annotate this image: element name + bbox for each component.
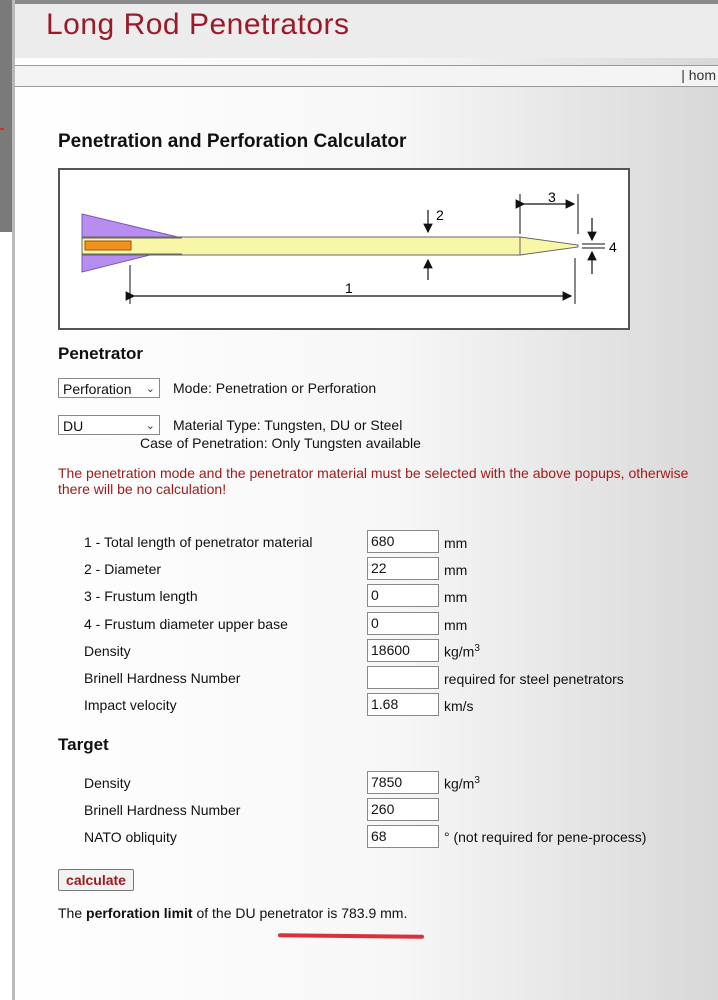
result-prefix: The — [58, 905, 87, 921]
mode-select[interactable] — [58, 378, 160, 398]
target-density-unit-text: kg/m — [444, 775, 475, 792]
chevron-down-icon: ⌄ — [145, 383, 155, 395]
calculate-button[interactable]: calculate — [58, 869, 134, 891]
app-title: Long Rod Penetrators — [46, 8, 350, 41]
row-label-frustum-length: 3 - Frustum length — [84, 588, 198, 604]
warning-message: The penetration mode and the penetrator material must be selected with the above popups, otherwise there will be no calculation! — [58, 465, 689, 497]
result-text — [58, 905, 407, 921]
penetrator-density-unit — [444, 643, 480, 660]
left-window-edge — [0, 0, 12, 232]
penetrator-diagram-svg — [60, 170, 628, 328]
row-label-penetrator-brinell: Brinell Hardness Number — [84, 670, 241, 686]
home-link[interactable]: | hom — [681, 67, 716, 83]
rod-shape — [82, 237, 520, 255]
page-title: Penetration and Perforation Calculator — [58, 131, 407, 152]
penetrator-heading: Penetrator — [58, 344, 144, 363]
red-underline-annotation — [278, 933, 424, 939]
result-suffix: of the DU penetrator is 783.9 mm. — [192, 905, 408, 921]
nato-obliquity-input[interactable]: 68 — [367, 825, 439, 848]
top-border — [15, 0, 718, 4]
row-label-nato-obliquity: NATO obliquity — [84, 829, 177, 845]
row-label-diameter: 2 - Diameter — [84, 561, 162, 577]
dim-label-4: 4 — [609, 239, 617, 255]
row-label-length: 1 - Total length of penetrator material — [84, 534, 313, 550]
row-label-impact-velocity: Impact velocity — [84, 697, 177, 713]
row-label-target-brinell: Brinell Hardness Number — [84, 802, 241, 818]
density-unit-exponent: 3 — [474, 643, 480, 654]
material-select-value: DU — [63, 418, 84, 434]
material-hint-2: Case of Penetration: Only Tungsten available — [140, 435, 421, 451]
dim-label-1: 1 — [345, 280, 353, 296]
row-label-target-density: Density — [84, 775, 131, 791]
target-heading: Target — [58, 735, 109, 754]
chevron-down-icon: ⌄ — [145, 420, 155, 432]
frustum-diameter-unit: mm — [444, 617, 468, 633]
frustum-shape — [520, 237, 578, 255]
target-density-unit — [444, 775, 480, 792]
frustum-length-unit: mm — [444, 589, 468, 605]
impact-velocity-unit: km/s — [444, 698, 474, 714]
dim-label-3: 3 — [548, 189, 556, 205]
mode-select-value: Perforation — [63, 381, 132, 397]
diameter-unit: mm — [444, 562, 468, 578]
penetrator-diagram — [58, 168, 630, 330]
row-label-frustum-diameter: 4 - Frustum diameter upper base — [84, 616, 288, 632]
target-density-unit-exponent: 3 — [474, 775, 480, 786]
material-select[interactable] — [58, 415, 160, 435]
impact-velocity-input[interactable]: 1.68 — [367, 693, 439, 716]
nato-obliquity-unit: ° (not required for pene-process) — [444, 829, 647, 845]
penetrator-density-input[interactable]: 18600 — [367, 639, 439, 662]
red-marker — [0, 128, 4, 130]
left-window-border — [12, 0, 15, 1000]
core-shape — [85, 241, 131, 250]
dim-label-2: 2 — [436, 207, 444, 223]
frustum-length-input[interactable]: 0 — [367, 584, 439, 607]
target-density-input[interactable]: 7850 — [367, 771, 439, 794]
mode-hint: Mode: Penetration or Perforation — [173, 380, 377, 396]
diameter-input[interactable]: 22 — [367, 557, 439, 580]
penetrator-brinell-note: required for steel penetrators — [444, 671, 624, 687]
length-input[interactable]: 680 — [367, 530, 439, 553]
target-brinell-input[interactable]: 260 — [367, 798, 439, 821]
density-unit-text: kg/m — [444, 643, 475, 660]
penetrator-brinell-input[interactable] — [367, 666, 439, 689]
title-bar — [15, 0, 718, 58]
nav-bar — [15, 65, 718, 87]
row-label-penetrator-density: Density — [84, 643, 131, 659]
result-bold: perforation limit — [86, 905, 193, 921]
material-hint: Material Type: Tungsten, DU or Steel — [173, 417, 403, 433]
frustum-diameter-input[interactable]: 0 — [367, 612, 439, 635]
length-unit: mm — [444, 535, 468, 551]
